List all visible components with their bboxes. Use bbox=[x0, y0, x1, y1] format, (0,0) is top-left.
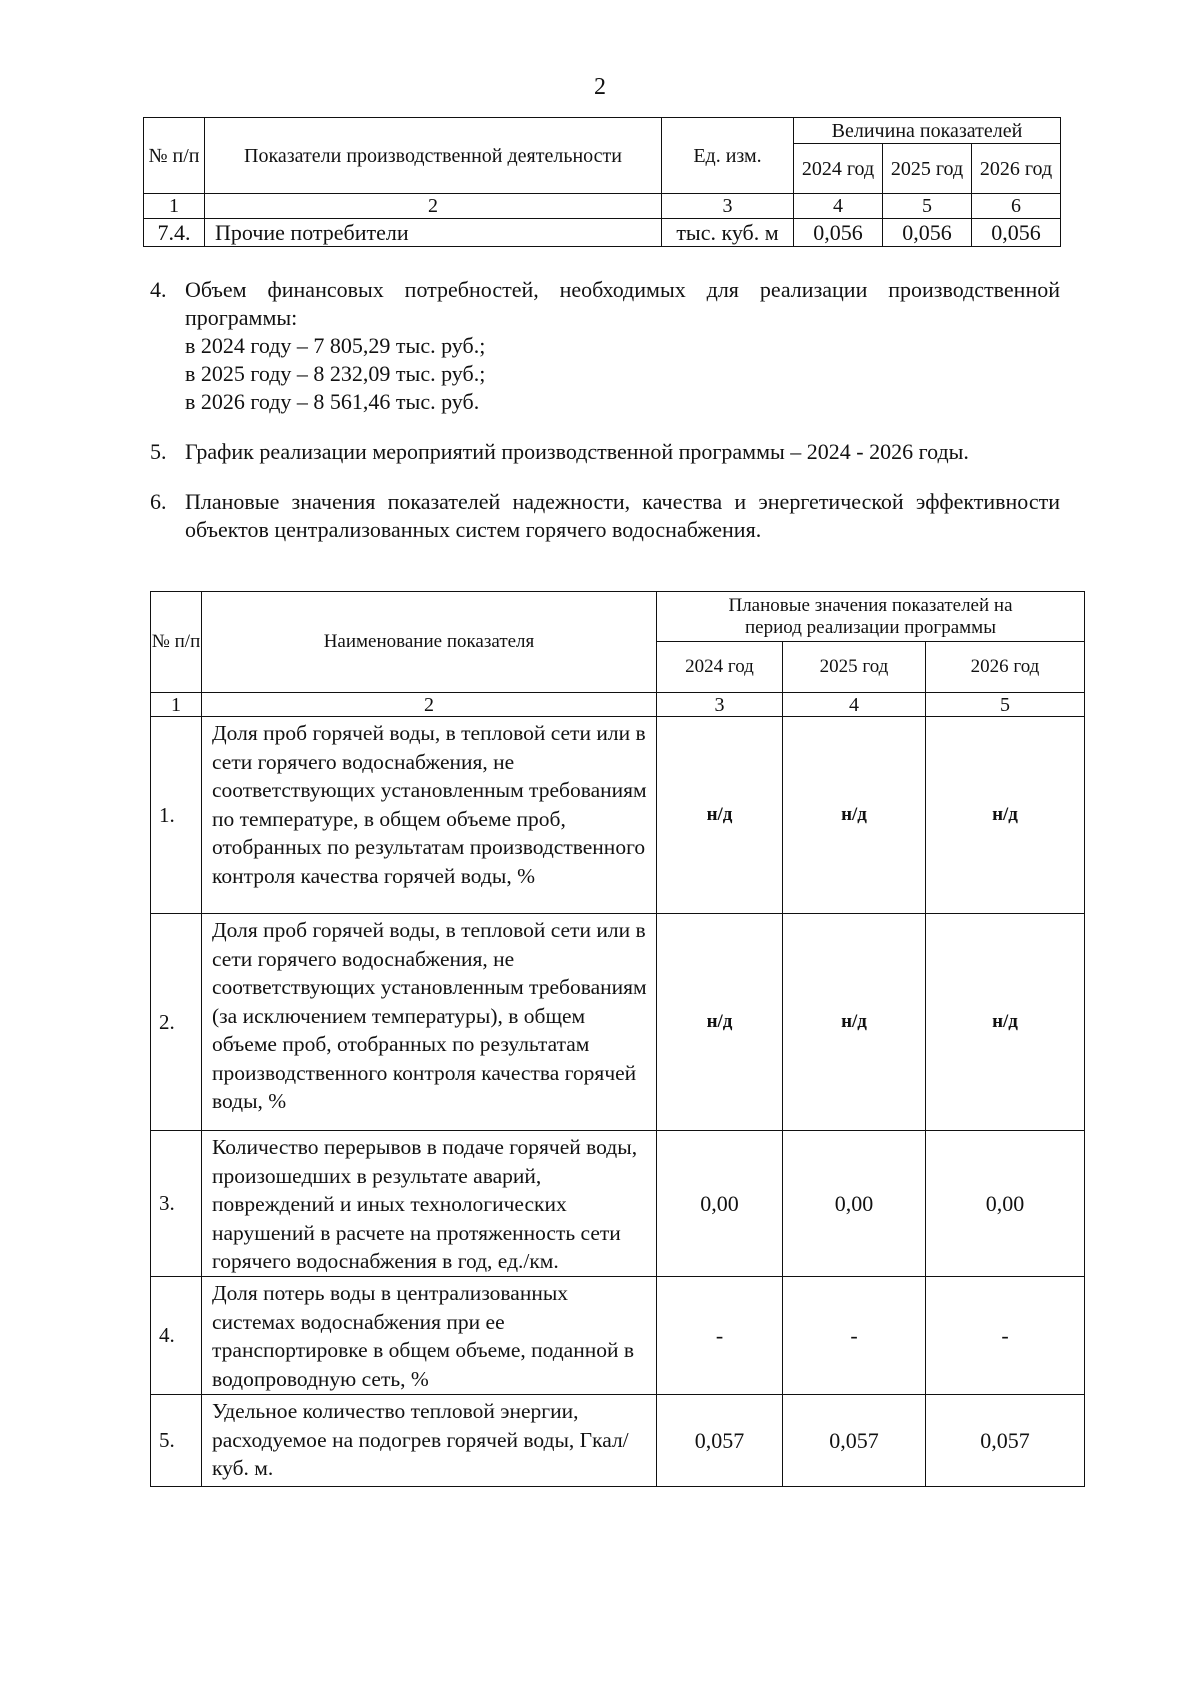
t1-column-number: 5 bbox=[883, 194, 972, 219]
section-5-text: График реализации мероприятий производственной программы – 2024 - 2026 годы. bbox=[185, 439, 969, 464]
t2-row-value: н/д bbox=[926, 717, 1085, 914]
table-row bbox=[151, 1395, 1085, 1487]
table-row bbox=[144, 219, 1061, 247]
t1-header-indicator: Показатели производственной деятельности bbox=[205, 118, 662, 194]
t2-row-num: 2. bbox=[151, 914, 202, 1131]
t2-row-value: н/д bbox=[657, 717, 783, 914]
t1-row-value: 0,056 bbox=[972, 219, 1061, 247]
t1-column-number: 6 bbox=[972, 194, 1061, 219]
t2-row-name: Доля проб горячей воды, в тепловой сети или в сети горячего водоснабжения, не соответствующих установленным требованиям (за исключением температуры), в общем объеме проб, отобранных по результатам производственного контроля качества горячей воды, % bbox=[202, 914, 657, 1131]
t2-row-num: 3. bbox=[151, 1131, 202, 1277]
t1-row-value: 0,056 bbox=[794, 219, 883, 247]
table-row bbox=[151, 1131, 1085, 1277]
t2-column-number: 2 bbox=[202, 693, 657, 717]
finance-line: в 2024 году – 7 805,29 тыс. руб.; bbox=[185, 333, 486, 358]
t2-row-name: Доля потерь воды в централизованных системах водоснабжения при ее транспортировке в общем объеме, поданной в водопроводную сеть, % bbox=[202, 1277, 657, 1395]
t2-row-value: - bbox=[926, 1277, 1085, 1395]
t2-row-num: 1. bbox=[151, 717, 202, 914]
section-6 bbox=[150, 488, 1060, 544]
t2-header-num: № п/п bbox=[151, 592, 202, 693]
t2-row-value: 0,00 bbox=[783, 1131, 926, 1277]
section-4-text: Объем финансовых потребностей, необходимых для реализации производственной программы: bbox=[185, 277, 1060, 330]
t2-row-value: 0,057 bbox=[926, 1395, 1085, 1487]
t2-row-value: н/д bbox=[657, 914, 783, 1131]
t1-column-number: 1 bbox=[144, 194, 205, 219]
t1-header-values-group: Величина показателей bbox=[794, 118, 1061, 144]
t2-row-num: 4. bbox=[151, 1277, 202, 1395]
t1-row-name: Прочие потребители bbox=[205, 219, 662, 247]
numbered-sections bbox=[150, 276, 1060, 566]
t2-column-number: 3 bbox=[657, 693, 783, 717]
t1-column-number: 2 bbox=[205, 194, 662, 219]
t2-row-name: Доля проб горячей воды, в тепловой сети или в сети горячего водоснабжения, не соответствующих установленным требованиям по температуре, в общем объеме проб, отобранных по результатам производственного контроля качества горячей воды, % bbox=[202, 717, 657, 914]
section-5 bbox=[150, 438, 1060, 466]
finance-line: в 2026 году – 8 561,46 тыс. руб. bbox=[185, 389, 480, 414]
t2-header-name: Наименование показателя bbox=[202, 592, 657, 693]
t2-column-number: 5 bbox=[926, 693, 1085, 717]
t2-row-name: Количество перерывов в подаче горячей воды, произошедших в результате аварий, повреждений и иных технологических нарушений в расчете на протяженность сети горячего водоснабжения в год, ед./км. bbox=[202, 1131, 657, 1277]
t2-row-value: н/д bbox=[926, 914, 1085, 1131]
t1-header-year: 2025 год bbox=[883, 144, 972, 194]
t1-header-year: 2026 год bbox=[972, 144, 1061, 194]
t2-column-number: 1 bbox=[151, 693, 202, 717]
t2-row-value: - bbox=[657, 1277, 783, 1395]
t1-column-number: 3 bbox=[662, 194, 794, 219]
t2-column-number: 4 bbox=[783, 693, 926, 717]
t2-row-value: 0,057 bbox=[783, 1395, 926, 1487]
t2-row-value: 0,00 bbox=[657, 1131, 783, 1277]
reliability-indicators-table bbox=[150, 591, 1085, 1487]
production-indicators-table bbox=[143, 117, 1061, 247]
section-6-text: Плановые значения показателей надежности, качества и энергетической эффективности объектов централизованных систем горячего водоснабжения. bbox=[185, 489, 1060, 542]
t2-row-value: - bbox=[783, 1277, 926, 1395]
t2-header-group: Плановые значения показателей на период реализации программы bbox=[657, 592, 1085, 642]
t2-header-year: 2025 год bbox=[783, 642, 926, 693]
t2-row-value: 0,00 bbox=[926, 1131, 1085, 1277]
section-4-number: 4. bbox=[150, 277, 167, 302]
table-row bbox=[151, 914, 1085, 1131]
t1-header-num: № п/п bbox=[144, 118, 205, 194]
t1-row-value: 0,056 bbox=[883, 219, 972, 247]
section-6-number: 6. bbox=[150, 489, 167, 514]
finance-line: в 2025 году – 8 232,09 тыс. руб.; bbox=[185, 361, 486, 386]
t2-row-num: 5. bbox=[151, 1395, 202, 1487]
table-row bbox=[151, 1277, 1085, 1395]
t1-row-num: 7.4. bbox=[144, 219, 205, 247]
t1-row-unit: тыс. куб. м bbox=[662, 219, 794, 247]
t2-row-name: Удельное количество тепловой энергии, расходуемое на подогрев горячей воды, Гкал/куб. м. bbox=[202, 1395, 657, 1487]
t2-header-year: 2026 год bbox=[926, 642, 1085, 693]
page-number: 2 bbox=[594, 74, 606, 100]
t2-row-value: 0,057 bbox=[657, 1395, 783, 1487]
t2-row-value: н/д bbox=[783, 717, 926, 914]
table-row bbox=[151, 717, 1085, 914]
t1-header-unit: Ед. изм. bbox=[662, 118, 794, 194]
t2-header-year: 2024 год bbox=[657, 642, 783, 693]
t1-header-year: 2024 год bbox=[794, 144, 883, 194]
t1-column-number: 4 bbox=[794, 194, 883, 219]
section-5-number: 5. bbox=[150, 439, 167, 464]
t2-row-value: н/д bbox=[783, 914, 926, 1131]
section-4 bbox=[150, 276, 1060, 416]
